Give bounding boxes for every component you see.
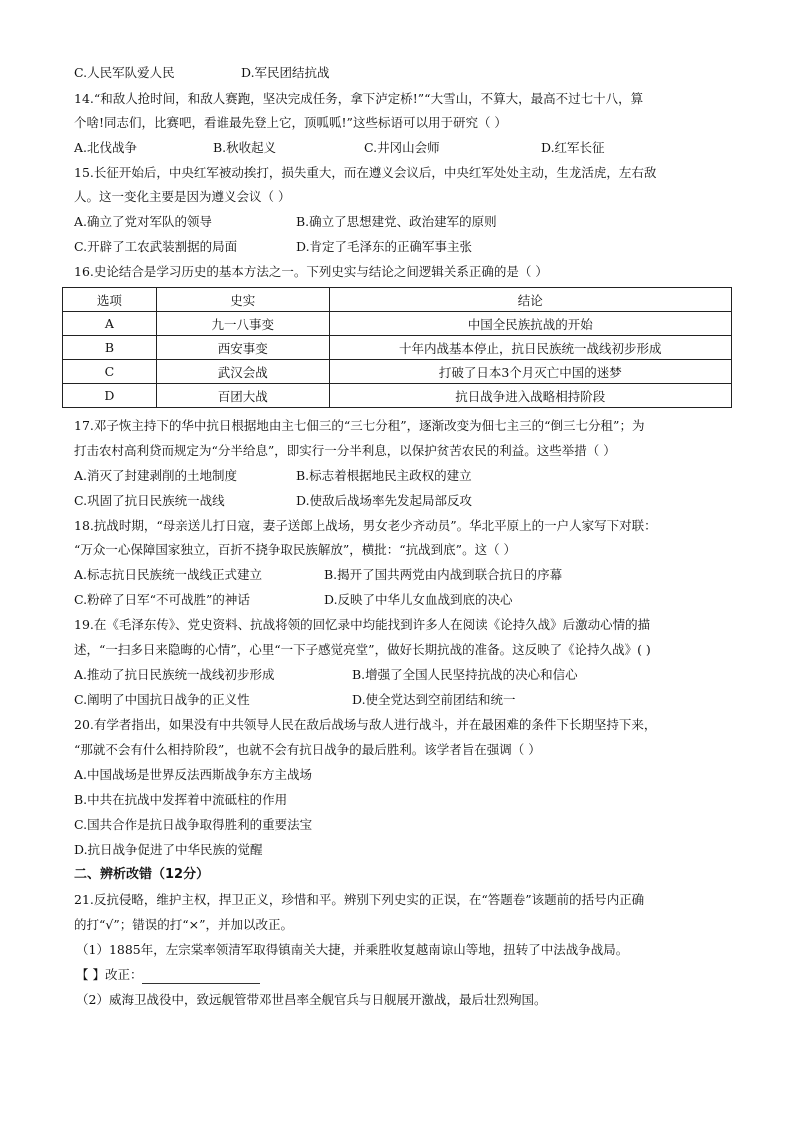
- q21-stem-line2: 的打“√”；错误的打“×”，并加以改正。: [74, 917, 294, 932]
- q13-option-d: D.军民团结抗战: [241, 65, 330, 80]
- table-cell-conclusion: 抗日战争进入战略相持阶段: [329, 384, 731, 408]
- q14-option-c: C.井冈山会师: [364, 140, 440, 155]
- table-cell-option: C: [63, 360, 157, 384]
- q20-option-d: D.抗日战争促进了中华民族的觉醒: [74, 842, 263, 857]
- q13-option-c: C.人民军队爱人民: [74, 65, 175, 80]
- table-row: [63, 384, 732, 408]
- table-cell-conclusion: 中国全民族抗战的开始: [329, 312, 731, 336]
- q14-option-d: D.红军长征: [541, 140, 605, 155]
- q16-table: [62, 287, 732, 408]
- q19-option-a: A.推动了抗日民族统一战线初步形成: [74, 667, 275, 682]
- q19-stem-line1: 19.在《毛泽东传》、党史资料、抗战将领的回忆录中均能找到许多人在阅读《论持久战》后激动心情的描: [74, 617, 651, 632]
- q17-option-c: C.巩固了抗日民族统一战线: [74, 493, 225, 508]
- q14-stem-line2: 个啥!同志们，比赛吧，看谁最先登上它，顶呱呱!”这些标语可以用于研究（ ）: [74, 115, 507, 130]
- table-cell-fact: 九一八事变: [156, 312, 329, 336]
- q18-stem-line1: 18.抗战时期，“母亲送儿打日寇，妻子送郎上战场，男女老少齐动员”。华北平原上的一户人家写下对联：: [74, 518, 657, 533]
- q21-correction-blank[interactable]: [142, 970, 260, 984]
- q15-option-c: C.开辟了工农武装割据的局面: [74, 239, 238, 254]
- table-row: [63, 360, 732, 384]
- q18-option-a: A.标志抗日民族统一战线正式建立: [74, 567, 263, 582]
- table-cell-option: B: [63, 336, 157, 360]
- table-header-fact: 史实: [156, 288, 329, 312]
- q20-option-b: B.中共在抗战中发挥着中流砥柱的作用: [74, 792, 288, 807]
- table-row: [63, 312, 732, 336]
- q17-stem-line2: 打击农村高利贷而规定为“分半给息”，即实行一分半利息，以保护贫苦农民的利益。这些举措（ ）: [74, 443, 616, 458]
- table-row: [63, 336, 732, 360]
- q17-stem-line1: 17.邓子恢主持下的华中抗日根据地由主七佃三的“三七分租”，逐渐改变为佃七主三的“倒三七分租”；为: [74, 418, 645, 433]
- q14-option-b: B.秋收起义: [213, 140, 277, 155]
- q19-option-b: B.增强了全国人民坚持抗战的决心和信心: [352, 667, 578, 682]
- q19-stem-line2: 述，“一扫多日来隐晦的心情”，心里“一下子感觉亮堂”，做好长期抗战的准备。这反映了《论持久战》( ): [74, 642, 651, 657]
- q19-option-c: C.阐明了中国抗日战争的正义性: [74, 692, 250, 707]
- q16-stem: 16.史论结合是学习历史的基本方法之一。下列史实与结论之间逻辑关系正确的是（ ）: [74, 264, 548, 279]
- table-cell-conclusion: 打破了日本3个月灭亡中国的迷梦: [329, 360, 731, 384]
- table-cell-conclusion: 十年内战基本停止，抗日民族统一战线初步形成: [329, 336, 731, 360]
- q21-stem-line1: 21.反抗侵略，维护主权，捍卫正义，珍惜和平。辨别下列史实的正误，在“答题卷”该题前的括号内正确: [74, 892, 645, 907]
- q21-answer-bracket: 【 】改正：: [76, 967, 143, 982]
- q15-stem-line2: 人。这一变化主要是因为遵义会议（ ）: [74, 189, 291, 204]
- table-header-conclusion: 结论: [329, 288, 731, 312]
- q20-option-c: C.国共合作是抗日战争取得胜利的重要法宝: [74, 817, 313, 832]
- q14-option-a: A.北伐战争: [74, 140, 138, 155]
- q15-option-d: D.肯定了毛泽东的正确军事主张: [296, 239, 473, 254]
- table-header-option: 选项: [63, 288, 157, 312]
- q17-option-b: B.标志着根据地民主政权的建立: [296, 468, 472, 483]
- q18-option-d: D.反映了中华儿女血战到底的决心: [324, 592, 513, 607]
- q15-option-a: A.确立了党对军队的领导: [74, 214, 213, 229]
- table-cell-option: A: [63, 312, 157, 336]
- q17-option-a: A.消灭了封建剥削的土地制度: [74, 468, 238, 483]
- table-cell-fact: 百团大战: [156, 384, 329, 408]
- table-header-row: [63, 288, 732, 312]
- q20-stem-line2: “那就不会有什么相持阶段”，也就不会有抗日战争的最后胜利。该学者旨在强调（ ）: [74, 742, 541, 757]
- table-cell-fact: 武汉会战: [156, 360, 329, 384]
- q14-stem-line1: 14.“和敌人抢时间，和敌人赛跑，坚决完成任务，拿下泸定桥!”“大雪山，不算大，最高不过七十八，算: [74, 91, 644, 106]
- table-cell-option: D: [63, 384, 157, 408]
- q18-option-c: C.粉碎了日军“不可战胜”的神话: [74, 592, 250, 607]
- q20-option-a: A.中国战场是世界反法西斯战争东方主战场: [74, 767, 313, 782]
- section-title: 二、辨析改错（12分）: [74, 867, 210, 882]
- q20-stem-line1: 20.有学者指出，如果没有中共领导人民在敌后战场与敌人进行战斗，并在最困难的条件下长期坚持下来，: [74, 717, 657, 732]
- q19-option-d: D.使全党达到空前团结和统一: [352, 692, 516, 707]
- q21-item2: （2）威海卫战役中，致远舰管带邓世昌率全舰官兵与日舰展开激战，最后壮烈殉国。: [76, 992, 547, 1007]
- q17-option-d: D.使敌后战场率先发起局部反攻: [296, 493, 473, 508]
- table-cell-fact: 西安事变: [156, 336, 329, 360]
- q15-stem-line1: 15.长征开始后，中央红军被动挨打，损失重大，而在遵义会议后，中央红军处处主动，生龙活虎，左右敌: [74, 165, 657, 180]
- q18-stem-line2: “万众一心保障国家独立，百折不挠争取民族解放”，横批：“抗战到底”。这（ ）: [74, 542, 517, 557]
- q18-option-b: B.揭开了国共两党由内战到联合抗日的序幕: [324, 567, 563, 582]
- q21-answer-row: [76, 966, 260, 984]
- q21-item1: （1）1885年，左宗棠率领清军取得镇南关大捷，并乘胜收复越南谅山等地，扭转了中法战争战局。: [76, 942, 629, 957]
- q15-option-b: B.确立了思想建党、政治建军的原则: [296, 214, 497, 229]
